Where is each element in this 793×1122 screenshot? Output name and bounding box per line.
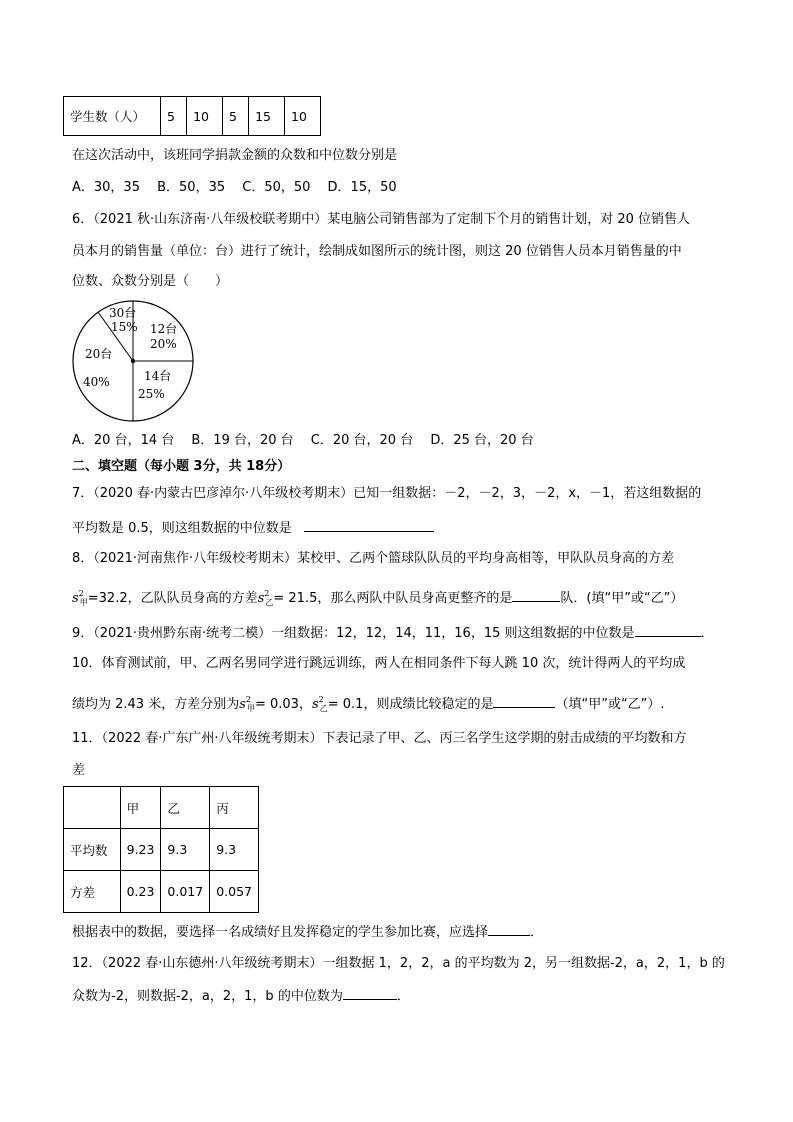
q10-comma: ， bbox=[298, 697, 312, 712]
slice-14-label: 14台 bbox=[144, 369, 172, 383]
sup-2: 2 bbox=[245, 695, 251, 704]
q10-line2b: ，则成绩比较稳定的是 bbox=[363, 697, 494, 712]
table-cell: 5 bbox=[223, 97, 249, 136]
table-row-label: 学生数（人） bbox=[64, 97, 161, 136]
q12-line2 bbox=[72, 987, 410, 1005]
q12-end: ． bbox=[396, 989, 410, 1004]
q7-line2 bbox=[72, 519, 434, 537]
slice-14-pct: 25% bbox=[138, 387, 165, 401]
table-row bbox=[64, 871, 259, 913]
table-cell: 0.017 bbox=[161, 871, 210, 913]
table-cell: 平均数 bbox=[64, 829, 121, 871]
sub-jia: 甲 bbox=[79, 598, 88, 607]
var-s: s bbox=[257, 591, 265, 606]
sup-2: 2 bbox=[264, 589, 270, 598]
table-header bbox=[64, 787, 121, 829]
q8-val1: =32.2 bbox=[87, 591, 128, 606]
q10-val2: = 0.1 bbox=[327, 697, 364, 712]
q10-end: （填“甲”或“乙”）. bbox=[555, 697, 665, 712]
shooting-table bbox=[63, 786, 259, 913]
var-s: s bbox=[311, 697, 319, 712]
q11-answer-blank[interactable] bbox=[488, 923, 530, 936]
table-cell: 9.23 bbox=[120, 829, 161, 871]
var-s: s bbox=[239, 697, 246, 712]
table-header: 乙 bbox=[161, 787, 210, 829]
slice-20-pct: 40% bbox=[83, 375, 110, 389]
q9-line bbox=[72, 624, 714, 642]
table-header: 甲 bbox=[120, 787, 161, 829]
q10-line2a: 绩均为 2.43 米，方差分别为 bbox=[72, 697, 240, 712]
q9-end: ． bbox=[700, 626, 714, 641]
table-row bbox=[64, 829, 259, 871]
pie-center bbox=[131, 359, 135, 363]
q12-answer-blank[interactable] bbox=[343, 987, 397, 1000]
q8-s-yi bbox=[258, 591, 274, 606]
q8-mid: ，乙队队员身高的方差 bbox=[127, 591, 258, 606]
table-cell: 10 bbox=[187, 97, 223, 136]
sup-2: 2 bbox=[78, 589, 84, 598]
q8-answer-blank[interactable] bbox=[512, 589, 560, 602]
q11-line1: 11．（2022 春·广东广州·八年级统考期末）下表记录了甲、乙、丙三名学生这学期的射击成绩的平均数和方 bbox=[72, 731, 687, 746]
q8-line1: 8．（2021·河南焦作·八年级校考期末）某校甲、乙两个篮球队队员的平均身高相等，甲队队员身高的方差 bbox=[72, 551, 675, 566]
table-cell: 10 bbox=[285, 97, 321, 136]
sales-pie-chart bbox=[66, 300, 200, 426]
q12-line1: 12．（2022 春·山东德州·八年级统考期末）一组数据 1，2，2，a 的平均数为 2，另一组数据-2，a，2，1，b 的 bbox=[72, 956, 725, 971]
q8-s-jia bbox=[72, 591, 88, 606]
sub-yi: 乙 bbox=[319, 704, 328, 713]
q8-end: 队．(填“甲”或“乙”） bbox=[560, 591, 684, 606]
q5-text: 在这次活动中，该班同学捐款金额的众数和中位数分别是 bbox=[72, 148, 398, 163]
table-cell: 0.23 bbox=[120, 871, 161, 913]
donation-table bbox=[63, 96, 321, 136]
q9-text: 9．（2021·贵州黔东南·统考二模）一组数据：12，12，14，11，16，15 则这组数据的中位数是 bbox=[72, 626, 635, 641]
q8-line2 bbox=[72, 586, 683, 611]
q7-answer-blank[interactable] bbox=[304, 519, 434, 532]
q10-s-yi bbox=[312, 697, 328, 712]
slice-12-label: 12台 bbox=[150, 322, 178, 336]
q9-answer-blank[interactable] bbox=[635, 624, 701, 637]
table-row bbox=[64, 787, 259, 829]
sub-yi: 乙 bbox=[265, 598, 274, 607]
q11-after-text: 根据表中的数据，要选择一名成绩好且发挥稳定的学生参加比赛，应选择 bbox=[72, 925, 489, 940]
q7-line1: 7．（2020 春·内蒙古巴彦淖尔·八年级校考期末）已知一组数据：－2，－2，3，－2，x，－1，若这组数据的 bbox=[72, 486, 702, 501]
table-cell: 15 bbox=[249, 97, 285, 136]
q11-after bbox=[72, 923, 543, 941]
var-s: s bbox=[72, 591, 79, 606]
q10-line1: 10．体育测试前，甲、乙两名男同学进行跳远训练，两人在相同条件下每人跳 10 次，统计得两人的平均成 bbox=[72, 656, 686, 671]
q8-tail: ，那么两队中队员身高更整齐的是 bbox=[317, 591, 513, 606]
table-cell: 5 bbox=[161, 97, 187, 136]
table-cell: 9.3 bbox=[210, 829, 259, 871]
table-cell: 0.057 bbox=[210, 871, 259, 913]
q10-answer-blank[interactable] bbox=[493, 695, 555, 708]
slice-30-label: 30台 bbox=[109, 306, 137, 320]
q6-line1: 6．（2021 秋·山东济南·八年级校联考期中）某电脑公司销售部为了定制下个月的销售计划，对 20 位销售人 bbox=[72, 212, 691, 227]
table-row bbox=[64, 97, 321, 136]
q6-line2: 员本月的销售量（单位：台）进行了统计，绘制成如图所示的统计图，则这 20 位销售人员本月销售量的中 bbox=[72, 244, 682, 259]
q12-line2-text: 众数为-2，则数据-2，a，2，1，b 的中位数为 bbox=[72, 989, 343, 1004]
sup-2: 2 bbox=[318, 695, 324, 704]
q11-end: ． bbox=[530, 925, 544, 940]
q10-s-jia bbox=[239, 697, 255, 712]
table-cell: 9.3 bbox=[161, 829, 210, 871]
slice-12-pct: 20% bbox=[150, 337, 177, 351]
table-cell: 方差 bbox=[64, 871, 121, 913]
q10-val1: = 0.03 bbox=[254, 697, 299, 712]
section-2-title: 二、填空题（每小题 3分，共 18分） bbox=[72, 459, 291, 474]
sub-jia: 甲 bbox=[246, 704, 255, 713]
q8-val2: = 21.5 bbox=[273, 591, 318, 606]
slice-30-pct: 15% bbox=[111, 320, 138, 334]
q5-options: A．30，35 B．50，35 C．50，50 D．15，50 bbox=[72, 180, 397, 195]
q6-line3: 位数、众数分别是（ ） bbox=[72, 274, 229, 289]
q10-line2 bbox=[72, 692, 665, 717]
slice-20-label: 20台 bbox=[85, 347, 113, 361]
q7-line2-text: 平均数是 0.5，则这组数据的中位数是 bbox=[72, 521, 292, 536]
table-header: 丙 bbox=[210, 787, 259, 829]
q6-options: A．20 台，14 台 B．19 台，20 台 C．20 台，20 台 D．25 台，20 台 bbox=[72, 433, 534, 448]
q11-line2: 差 bbox=[72, 763, 86, 778]
